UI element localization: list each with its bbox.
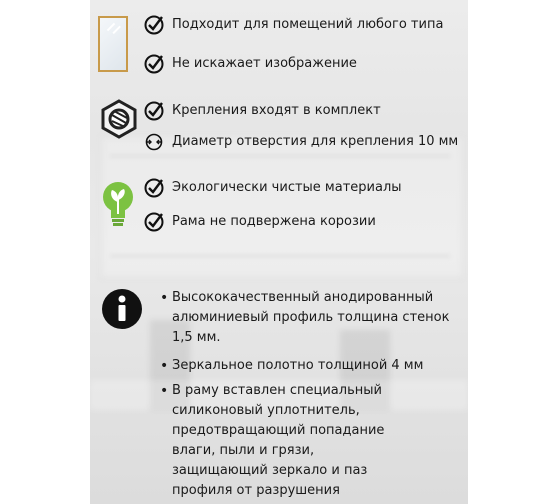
info-line: влаги, пыли и грязи, bbox=[172, 443, 315, 458]
info-line: защищающий зеркало и паз bbox=[172, 463, 368, 478]
check-icon bbox=[144, 212, 164, 232]
feature-text: Диаметр отверстия для крепления 10 мм bbox=[172, 134, 459, 149]
info-line: 1,5 мм. bbox=[172, 330, 221, 345]
drill-hole-icon bbox=[145, 133, 163, 151]
info-line: алюминиевый профиль толщина стенок bbox=[172, 310, 450, 325]
info-icon bbox=[101, 288, 143, 330]
info-bullet bbox=[160, 288, 449, 348]
info-line: профиля от разрушения bbox=[172, 483, 340, 498]
bullet-dot: • bbox=[160, 383, 169, 399]
feature-text: Крепления входят в комплект bbox=[172, 103, 381, 118]
feature-text: Экологически чистые материалы bbox=[172, 180, 402, 195]
info-line: Высококачественный анодированный bbox=[172, 290, 434, 305]
info-line: предотвращающий попадание bbox=[172, 423, 385, 438]
check-icon bbox=[144, 15, 164, 35]
feature-text: Не искажает изображение bbox=[172, 56, 357, 71]
feature-text: Рама не подвержена корозии bbox=[172, 214, 376, 229]
nut-icon bbox=[98, 98, 140, 140]
bullet-dot: • bbox=[160, 290, 169, 306]
mirror-icon bbox=[98, 16, 128, 72]
check-icon bbox=[144, 54, 164, 74]
info-line: силиконовый уплотнитель, bbox=[172, 403, 360, 418]
info-bullet bbox=[160, 381, 384, 501]
eco-bulb-icon bbox=[101, 180, 135, 228]
feature-text: Подходит для помещений любого типа bbox=[172, 17, 444, 32]
check-icon bbox=[144, 178, 164, 198]
info-line: Зеркальное полотно толщиной 4 мм bbox=[172, 358, 424, 373]
check-icon bbox=[144, 101, 164, 121]
info-bullet bbox=[160, 356, 423, 376]
info-line: В раму вставлен специальный bbox=[172, 383, 382, 398]
bullet-dot: • bbox=[160, 358, 169, 374]
